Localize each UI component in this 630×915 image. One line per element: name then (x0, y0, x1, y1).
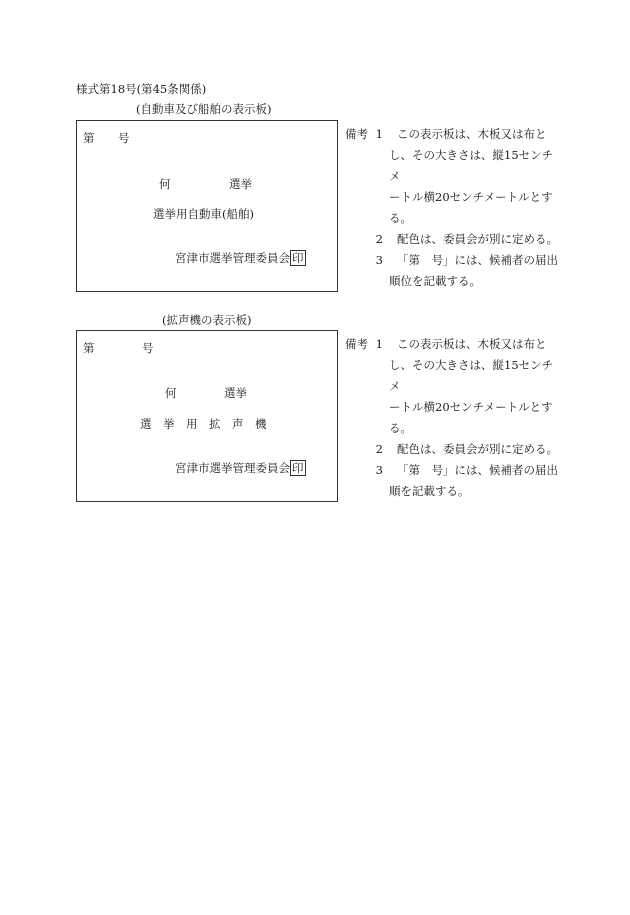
issuer-name: 宮津市選挙管理委員会 (175, 461, 290, 475)
remark-line: る。 (389, 421, 412, 435)
remark-line: ートル横20センチメートルとす (389, 400, 553, 414)
remark-item (345, 439, 563, 460)
remark-number: 2 (375, 232, 383, 246)
remark-line: 「第 号」には、候補者の届出 (397, 253, 558, 267)
board-issuer (175, 463, 306, 475)
remark-number: 3 (375, 253, 383, 267)
board-vehicle-label: 選挙用自動車(船舶) (153, 207, 254, 221)
remark-item (345, 250, 563, 292)
remark-line: 順を記載する。 (389, 484, 470, 498)
remarks-label: 備考 (345, 127, 368, 141)
remark-line: 「第 号」には、候補者の届出 (397, 463, 558, 477)
remark-line: る。 (389, 211, 412, 225)
board-number-prefix: 第 (83, 341, 95, 355)
board-election-label: 選挙 (224, 386, 247, 400)
remark-item (345, 229, 563, 250)
caption-vehicle-board: (自動車及び船舶の表示板) (136, 102, 272, 116)
issuer-name: 宮津市選挙管理委員会 (175, 251, 290, 265)
remark-number: 1 (375, 127, 383, 141)
remark-line: し、その大きさは、縦15センチメ (389, 148, 554, 183)
seal-mark: 印 (292, 251, 304, 265)
remark-item (345, 124, 563, 229)
loudspeaker-display-board (76, 330, 338, 502)
board-number-suffix: 号 (118, 131, 130, 145)
remark-line: この表示板は、木板又は布と (397, 127, 547, 141)
board-candidate-placeholder: 何 (165, 386, 177, 400)
board-issuer (175, 253, 306, 265)
remarks-section1 (345, 124, 563, 292)
board-election-label: 選挙 (229, 177, 252, 191)
remarks-label: 備考 (345, 337, 368, 351)
board-number-prefix: 第 (83, 131, 95, 145)
board-number-suffix: 号 (142, 341, 154, 355)
board-candidate-placeholder: 何 (159, 177, 171, 191)
remark-number: 2 (375, 442, 383, 456)
remark-line: し、その大きさは、縦15センチメ (389, 358, 554, 393)
remark-number: 3 (375, 463, 383, 477)
remark-number: 1 (375, 337, 383, 351)
remark-line: 順位を記載する。 (389, 274, 481, 288)
remark-item (345, 460, 563, 502)
form-title: 様式第18号(第45条関係) (76, 82, 207, 96)
seal-mark: 印 (292, 461, 304, 475)
remark-line: 配色は、委員会が別に定める。 (397, 232, 558, 246)
vehicle-display-board (76, 120, 338, 292)
caption-loudspeaker-board: (拡声機の表示板) (162, 313, 252, 327)
remarks-section2 (345, 334, 563, 502)
remark-line: この表示板は、木板又は布と (397, 337, 547, 351)
remark-line: ートル横20センチメートルとす (389, 190, 553, 204)
remark-line: 配色は、委員会が別に定める。 (397, 442, 558, 456)
board-loudspeaker-label: 選 挙 用 拡 声 機 (140, 417, 267, 431)
remark-item (345, 334, 563, 439)
